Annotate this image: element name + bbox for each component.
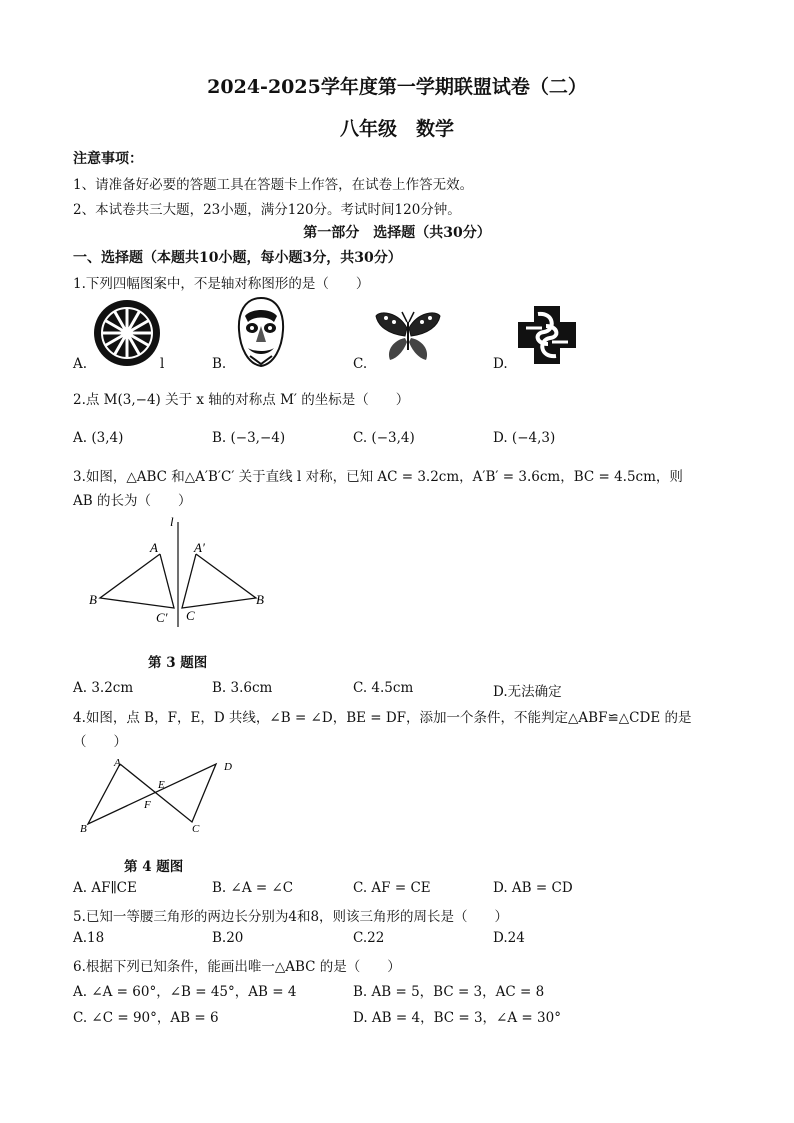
q5-option-a: A.18 xyxy=(73,930,105,946)
butterfly-icon xyxy=(374,308,442,364)
label-b-left: B xyxy=(89,592,97,607)
q5-option-c: C.22 xyxy=(353,930,385,946)
q3-option-c: C. 4.5cm xyxy=(353,680,414,696)
q3-stem-line2: AB 的长为（ ） xyxy=(73,493,192,509)
q5-option-d: D.24 xyxy=(493,930,525,946)
q2-option-a: A. (3,4) xyxy=(73,430,124,446)
q4-option-a: A. AF∥CE xyxy=(73,880,137,896)
q4-stem-line2: （ ） xyxy=(73,734,127,750)
label-e: E xyxy=(158,779,165,791)
label-a-prime: A′ xyxy=(194,540,205,555)
label-f: F xyxy=(144,799,151,811)
q3-option-d: D.无法确定 xyxy=(493,684,562,700)
chrysanthemum-emblem-icon xyxy=(92,298,162,368)
opera-mask-icon xyxy=(236,296,286,368)
q4-stem-line1: 4.如图，点 B，F，E，D 共线，∠B = ∠D，BE = DF，添加一个条件，不能判定△ABF≌△CDE 的是 xyxy=(73,710,692,726)
notice-item-1: 1、请准备好必要的答题工具在答题卡上作答，在试卷上作答无效。 xyxy=(73,177,474,193)
q3-figure-caption: 第 3 题图 xyxy=(148,655,208,671)
q4-option-b: B. ∠A = ∠C xyxy=(212,880,294,896)
q1-option-c: C. xyxy=(353,356,368,372)
q3-option-b: B. 3.6cm xyxy=(212,680,273,696)
notice-item-2: 2、本试卷共三大题，23小题，满分120分。考试时间120分钟。 xyxy=(73,202,461,218)
q1-option-a: A. xyxy=(73,356,88,372)
exam-title: 2024-2025学年度第一学期联盟试卷（二） xyxy=(207,76,587,98)
label-c: C xyxy=(192,823,200,835)
q6-stem: 6.根据下列已知条件，能画出唯一△ABC 的是（ ） xyxy=(73,959,401,975)
q6-option-b: B. AB = 5，BC = 3，AC = 8 xyxy=(353,984,545,1000)
label-c-prime: C′ xyxy=(156,610,168,625)
label-l: l xyxy=(170,514,174,529)
q3-option-a: A. 3.2cm xyxy=(73,680,134,696)
q6-option-c: C. ∠C = 90°，AB = 6 xyxy=(73,1010,219,1026)
q5-option-b: B.20 xyxy=(212,930,244,946)
q3-stem-line1: 3.如图，△ABC 和△A′B′C′ 关于直线 l 对称，已知 AC = 3.2cm，A′B′ = 3.6cm，BC = 4.5cm，则 xyxy=(73,469,683,485)
q2-option-d: D. (−4,3) xyxy=(493,430,556,446)
part-title: 第一部分 选择题（共30分） xyxy=(303,225,491,241)
q2-option-c: C. (−3,4) xyxy=(353,430,415,446)
exam-subtitle: 八年级 数学 xyxy=(339,118,454,140)
q6-option-a: A. ∠A = 60°，∠B = 45°，AB = 4 xyxy=(73,984,297,1000)
q4-option-c: C. AF = CE xyxy=(353,880,431,896)
triangle-a2b2c2 xyxy=(182,554,256,608)
label-a: A xyxy=(114,757,121,769)
q1-stem: 1.下列四幅图案中，不是轴对称图形的是（ ） xyxy=(73,276,370,292)
label-b: B xyxy=(80,823,87,835)
q6-option-d: D. AB = 4，BC = 3，∠A = 30° xyxy=(353,1010,561,1026)
q4-figure-caption: 第 4 题图 xyxy=(124,859,184,875)
section-title: 一、选择题（本题共10小题，每小题3分，共30分） xyxy=(73,250,402,266)
label-a: A xyxy=(150,540,158,555)
triangle-abc xyxy=(100,554,174,608)
q1-mark: l xyxy=(160,356,165,372)
q1-option-d: D. xyxy=(493,356,508,372)
label-d: D xyxy=(224,761,232,773)
q2-stem: 2.点 M(3,−4) 关于 x 轴的对称点 M′ 的坐标是（ ） xyxy=(73,392,410,408)
q1-option-b: B. xyxy=(212,356,227,372)
notice-heading: 注意事项： xyxy=(73,151,143,167)
q4-option-d: D. AB = CD xyxy=(493,880,573,896)
label-b-right: B xyxy=(256,592,264,607)
label-c: C xyxy=(186,608,195,623)
q5-stem: 5.已知一等腰三角形的两边长分别为4和8，则该三角形的周长是（ ） xyxy=(73,909,509,925)
knot-pattern-icon xyxy=(514,302,580,368)
q3-figure xyxy=(84,512,274,632)
q2-option-b: B. (−3,−4) xyxy=(212,430,286,446)
q4-figure xyxy=(76,752,246,838)
